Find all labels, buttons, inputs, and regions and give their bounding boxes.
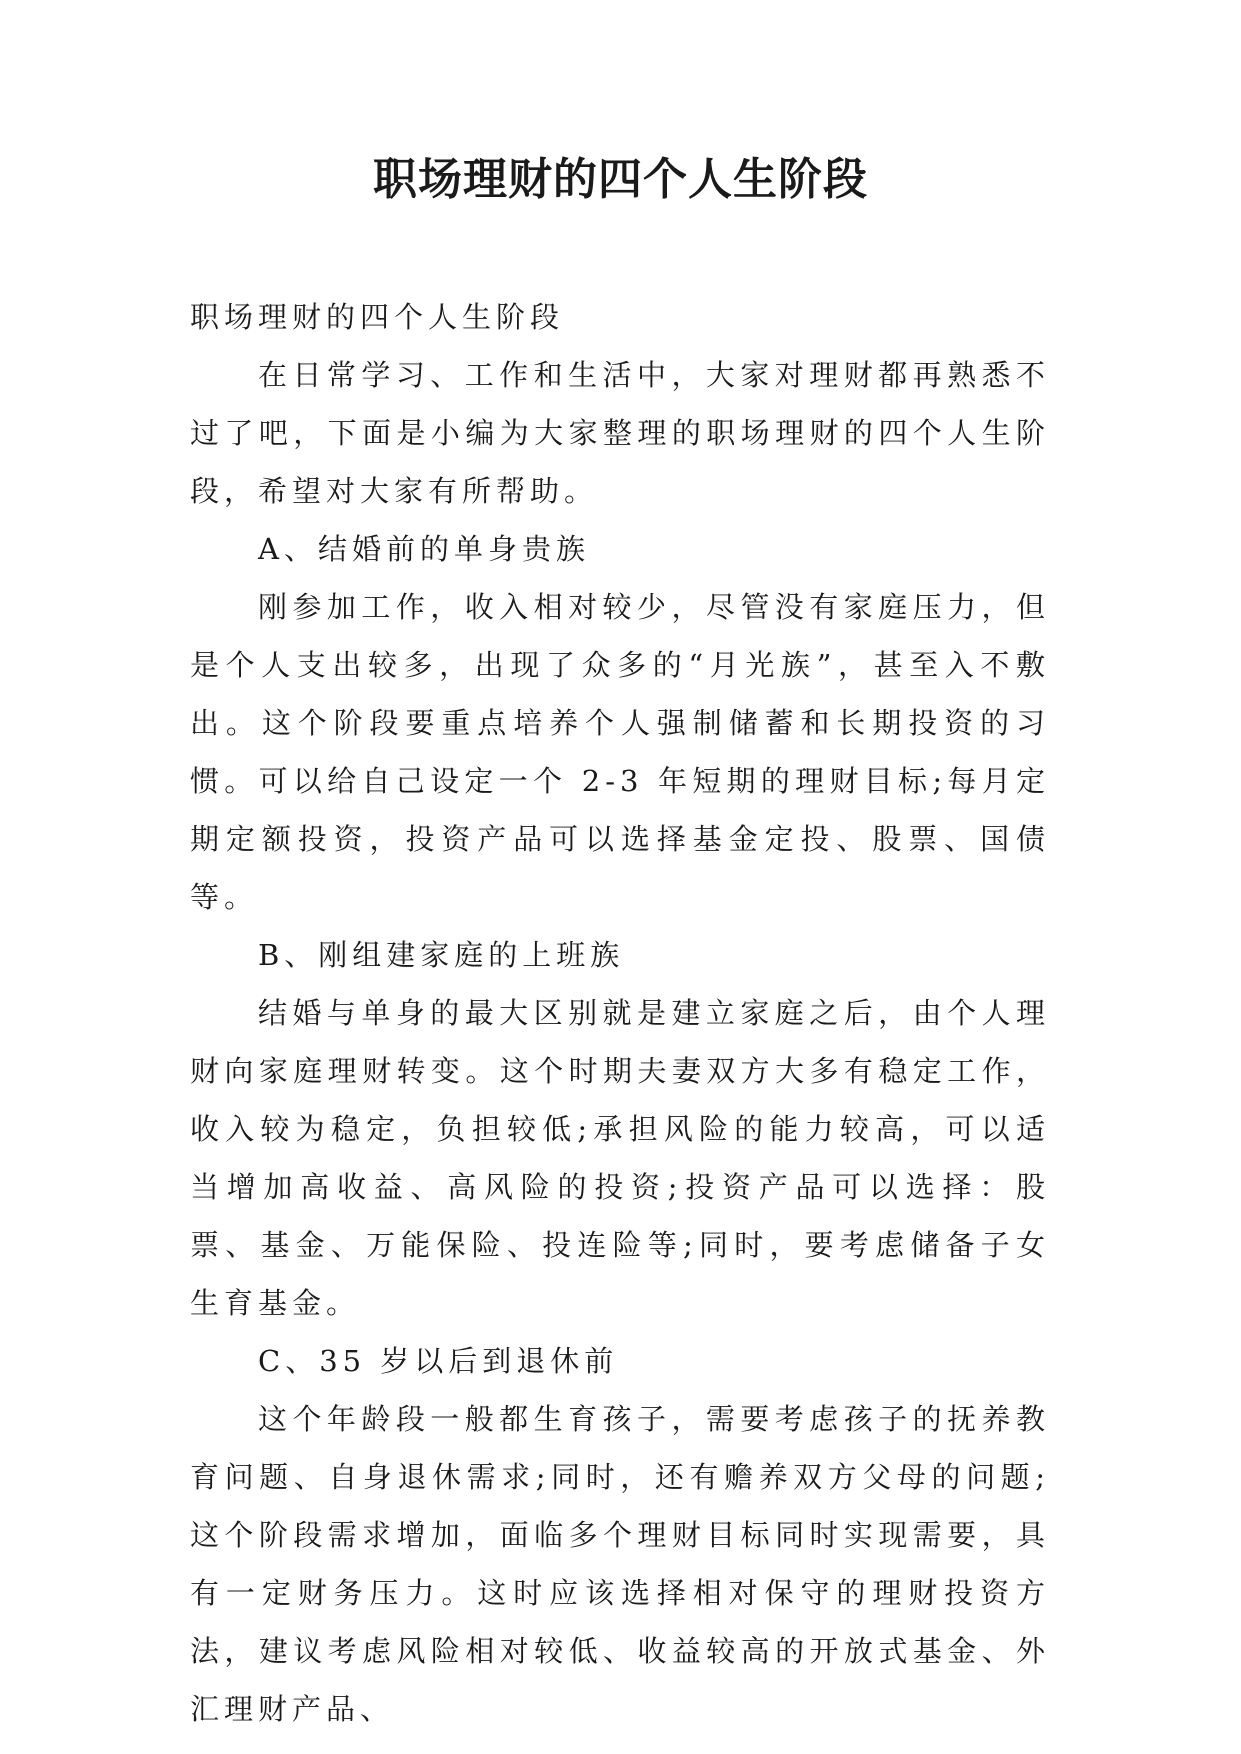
section-heading-c: C、35 岁以后到退休前: [258, 1344, 619, 1378]
document-title: 职场理财的四个人生阶段: [373, 154, 868, 205]
document-body: [190, 288, 1050, 1738]
paragraph-section-b: 结婚与单身的最大区别就是建立家庭之后，由个人理财向家庭理财转变。这个时期夫妻双方大多有稳定工作，收入较为稳定，负担较低;承担风险的能力较高，可以适当增加高收益、高风险的投资;投资产品可以选择：股票、基金、万能保险、投连险等;同时，要考虑储备子女生育基金。: [190, 996, 1050, 1320]
paragraph-section-c: 这个年龄段一般都生育孩子，需要考虑孩子的抚养教育问题、自身退休需求;同时，还有赡养双方父母的问题;这个阶段需求增加，面临多个理财目标同时实现需要，具有一定财务压力。这时应该选择相对保守的理财投资方法，建议考虑风险相对较低、收益较高的开放式基金、外汇理财产品、: [190, 1402, 1050, 1726]
paragraph-heading: 职场理财的四个人生阶段: [190, 300, 565, 334]
section-heading-b: B、刚组建家庭的上班族: [258, 938, 625, 972]
paragraph-section-a: 刚参加工作，收入相对较少，尽管没有家庭压力，但是个人支出较多，出现了众多的“月光族”，甚至入不敷出。这个阶段要重点培养个人强制储蓄和长期投资的习惯。可以给自己设定一个 2-3 年短期的理财目标;每月定期定额投资，投资产品可以选择基金定投、股票、国债等。: [190, 590, 1050, 914]
section-heading-a: A、结婚前的单身贵族: [258, 532, 590, 566]
paragraph-intro: 在日常学习、工作和生活中，大家对理财都再熟悉不过了吧，下面是小编为大家整理的职场理财的四个人生阶段，希望对大家有所帮助。: [190, 358, 1050, 508]
